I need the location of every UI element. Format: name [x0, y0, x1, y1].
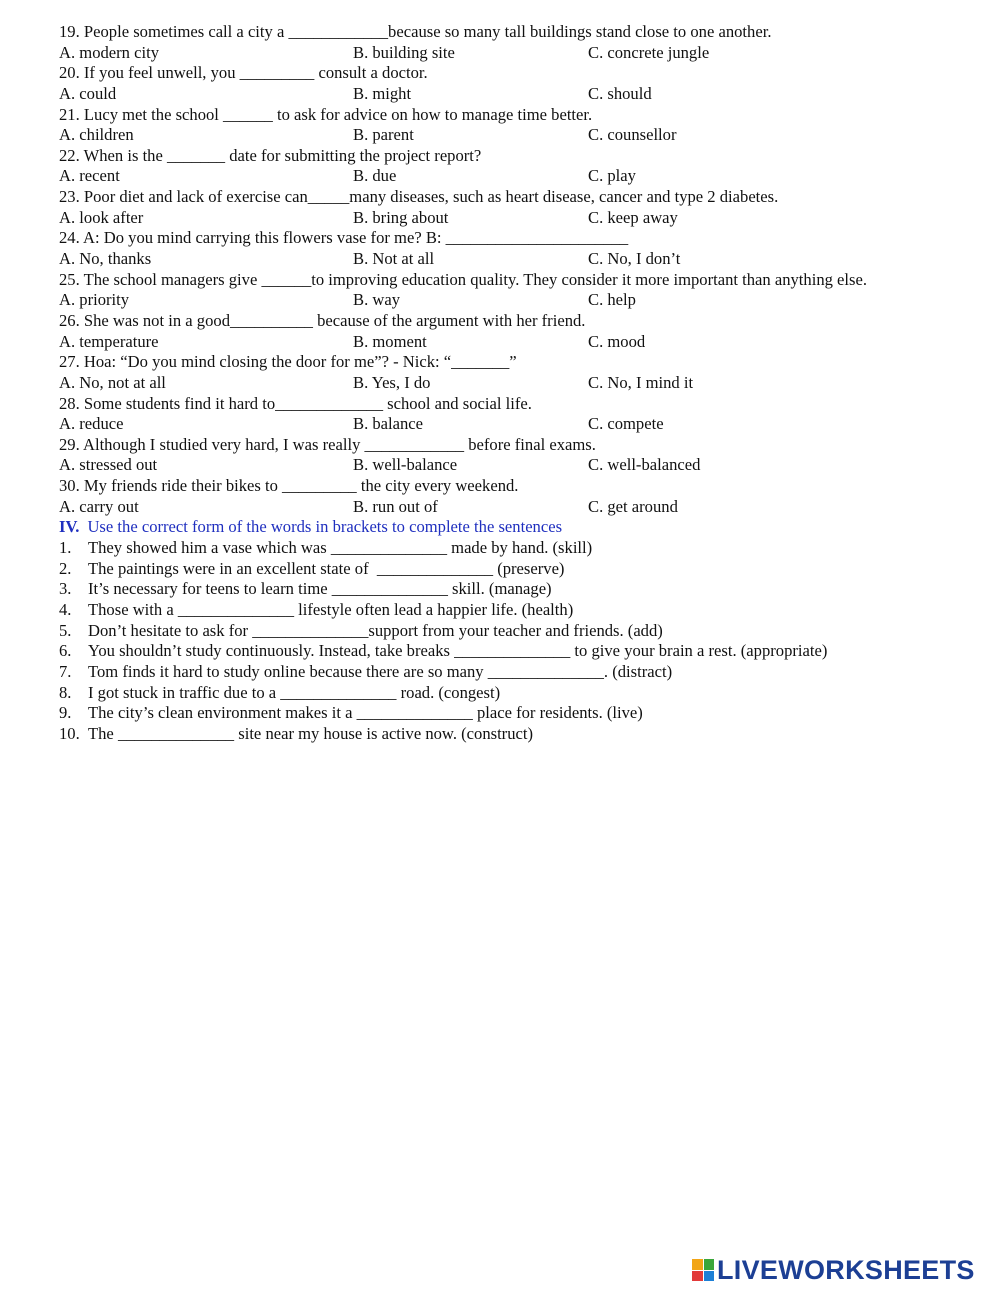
- logo-square-2: [704, 1259, 715, 1270]
- option-b: B. moment: [353, 331, 427, 351]
- item-number: 1.: [59, 538, 72, 558]
- option-c: C. help: [588, 290, 636, 310]
- option-b: B. due: [353, 166, 397, 186]
- item-text: They showed him a vase which was ______________ made by hand. (skill): [88, 538, 593, 558]
- option-c: C. mood: [588, 331, 646, 351]
- word-form-item: [59, 683, 959, 704]
- question-stem: 29. Although I studied very hard, I was really ____________ before final exams.: [59, 434, 596, 454]
- word-form-list: [59, 538, 959, 744]
- option-b: B. way: [353, 290, 401, 310]
- question-stem: 28. Some students find it hard to_____________ school and social life.: [59, 393, 532, 413]
- option-a: A. could: [59, 83, 117, 103]
- option-a: A. modern city: [59, 42, 160, 62]
- liveworksheets-logo-icon: [692, 1259, 714, 1281]
- option-c: C. well-balanced: [588, 455, 701, 475]
- option-c: C. play: [588, 166, 636, 186]
- option-a: A. No, not at all: [59, 372, 166, 392]
- section-number: IV.: [59, 517, 80, 537]
- option-b: B. might: [353, 83, 412, 103]
- logo-text: LIVEWORKSHEETS: [717, 1255, 975, 1285]
- option-b: B. balance: [353, 414, 424, 434]
- logo-square-3: [692, 1271, 703, 1282]
- word-form-item: [59, 621, 959, 642]
- question-stem: 26. She was not in a good__________ because of the argument with her friend.: [59, 310, 586, 330]
- item-text: You shouldn’t study continuously. Instead, take breaks ______________ to give your brain a rest. (appropriate): [88, 641, 828, 661]
- options-row: [59, 166, 959, 187]
- worksheet: [59, 22, 959, 744]
- option-a: A. reduce: [59, 414, 124, 434]
- word-form-item: [59, 600, 959, 621]
- option-b: B. parent: [353, 125, 414, 145]
- option-a: A. children: [59, 125, 134, 145]
- item-text: The city’s clean environment makes it a ______________ place for residents. (live): [88, 703, 643, 723]
- item-text: Don’t hesitate to ask for ______________support from your teacher and friends. (add): [88, 620, 663, 640]
- options-row: [59, 43, 959, 64]
- option-c: C. keep away: [588, 207, 678, 227]
- question-stem: 19. People sometimes call a city a ____________because so many tall buildings stand close to one another.: [59, 22, 772, 41]
- word-form-item: [59, 579, 959, 600]
- option-a: A. priority: [59, 290, 130, 310]
- item-number: 6.: [59, 641, 72, 661]
- item-text: I got stuck in traffic due to a ______________ road. (congest): [88, 682, 501, 702]
- question-stem: 21. Lucy met the school ______ to ask for advice on how to manage time better.: [59, 104, 593, 124]
- options-row: [59, 332, 959, 353]
- option-c: C. No, I don’t: [588, 249, 681, 269]
- question-stem: 25. The school managers give ______to improving education quality. They consider it more important than anything else.: [59, 269, 868, 289]
- option-a: A. look after: [59, 207, 144, 227]
- option-a: A. stressed out: [59, 455, 158, 475]
- word-form-item: [59, 703, 959, 724]
- liveworksheets-logo: [692, 1255, 975, 1285]
- question-stem: 22. When is the _______ date for submitting the project report?: [59, 145, 482, 165]
- option-c: C. compete: [588, 414, 664, 434]
- option-b: B. bring about: [353, 207, 449, 227]
- question-stem: 24. A: Do you mind carrying this flowers vase for me? B: ______________________: [59, 228, 629, 248]
- option-c: C. No, I mind it: [588, 372, 694, 392]
- item-text: It’s necessary for teens to learn time ______________ skill. (manage): [88, 579, 552, 599]
- options-row: [59, 455, 959, 476]
- question-stem: 23. Poor diet and lack of exercise can_____many diseases, such as heart disease, cancer and type 2 diabetes.: [59, 187, 779, 207]
- option-c: C. concrete jungle: [588, 42, 710, 62]
- section-title: Use the correct form of the words in brackets to complete the sentences: [87, 517, 563, 537]
- question-stem: 20. If you feel unwell, you _________ consult a doctor.: [59, 63, 428, 83]
- option-b: B. building site: [353, 42, 455, 62]
- option-b: B. well-balance: [353, 455, 458, 475]
- item-number: 3.: [59, 579, 72, 599]
- logo-square-4: [704, 1271, 715, 1282]
- item-text: The ______________ site near my house is active now. (construct): [88, 723, 534, 743]
- item-number: 10.: [59, 723, 80, 743]
- option-a: A. carry out: [59, 496, 139, 516]
- question-stem: 30. My friends ride their bikes to _________ the city every weekend.: [59, 476, 519, 496]
- item-text: Those with a ______________ lifestyle often lead a happier life. (health): [88, 599, 574, 619]
- section-heading: [59, 517, 959, 538]
- option-b: B. Yes, I do: [353, 372, 431, 392]
- option-b: B. run out of: [353, 496, 438, 516]
- item-number: 8.: [59, 682, 72, 702]
- item-number: 7.: [59, 661, 72, 681]
- word-form-item: [59, 641, 959, 662]
- question-list: [59, 22, 959, 517]
- question-stem: 27. Hoa: “Do you mind closing the door for me”? - Nick: “_______”: [59, 352, 517, 372]
- item-number: 2.: [59, 558, 72, 578]
- options-row: [59, 497, 959, 518]
- word-form-item: [59, 538, 959, 559]
- option-a: A. temperature: [59, 331, 159, 351]
- option-a: A. No, thanks: [59, 249, 152, 269]
- option-c: C. get around: [588, 496, 678, 516]
- option-c: C. should: [588, 83, 652, 103]
- word-form-item: [59, 724, 959, 745]
- item-text: Tom finds it hard to study online because there are so many ______________. (distract): [88, 661, 673, 681]
- options-row: [59, 249, 959, 270]
- logo-square-1: [692, 1259, 703, 1270]
- word-form-item: [59, 559, 959, 580]
- item-number: 5.: [59, 620, 72, 640]
- options-row: [59, 208, 959, 229]
- item-number: 4.: [59, 599, 72, 619]
- options-row: [59, 290, 959, 311]
- options-row: [59, 373, 959, 394]
- item-text: The paintings were in an excellent state of ______________ (preserve): [88, 558, 565, 578]
- option-c: C. counsellor: [588, 125, 677, 145]
- options-row: [59, 414, 959, 435]
- word-form-item: [59, 662, 959, 683]
- option-a: A. recent: [59, 166, 120, 186]
- options-row: [59, 125, 959, 146]
- options-row: [59, 84, 959, 105]
- option-b: B. Not at all: [353, 249, 435, 269]
- item-number: 9.: [59, 703, 72, 723]
